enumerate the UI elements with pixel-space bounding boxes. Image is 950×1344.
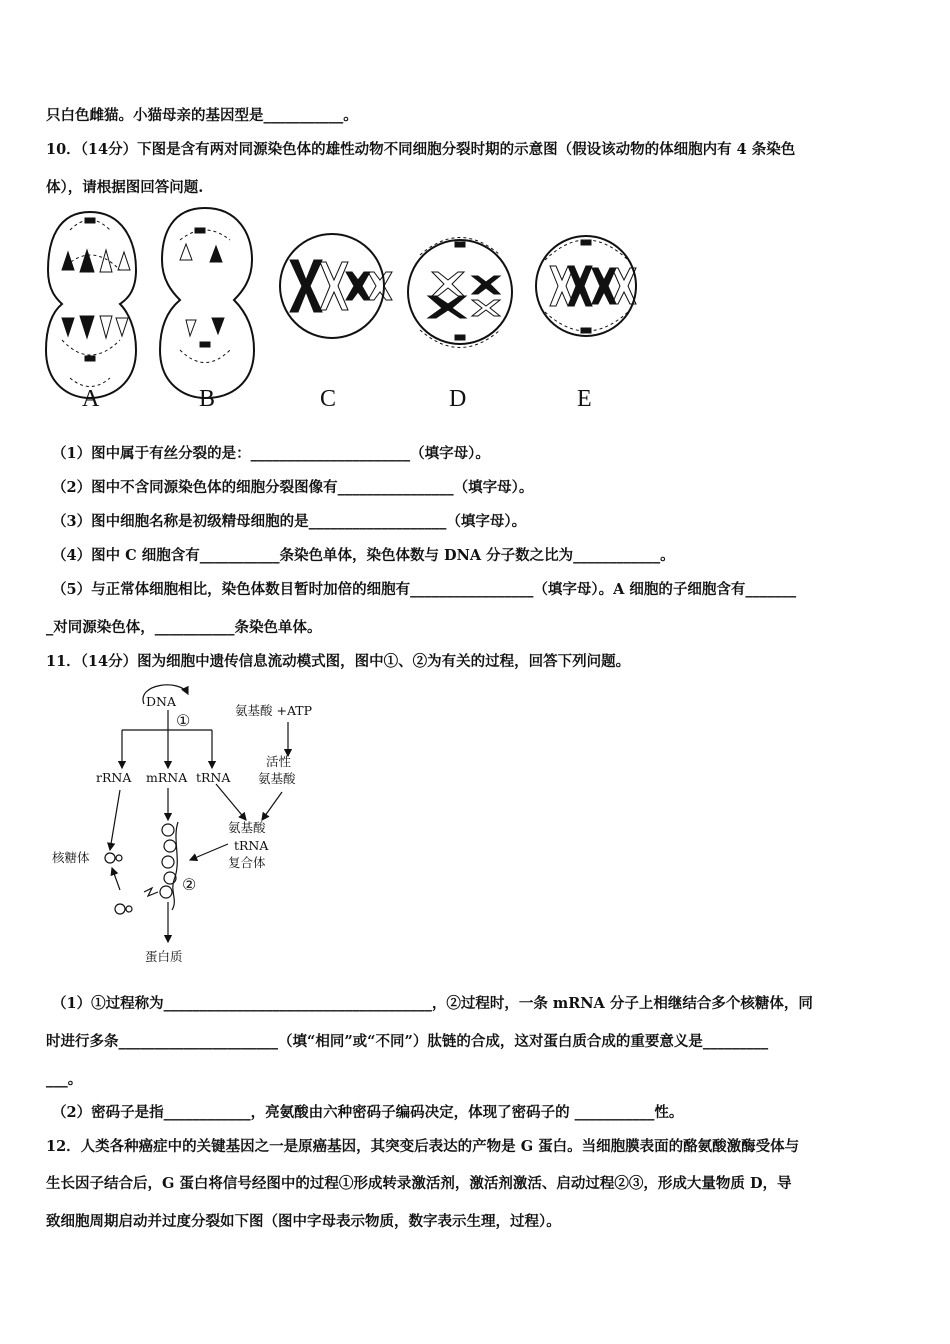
- question-10-5: （5）与正常体细胞相比，染色体数目暂时加倍的细胞有_________________（填字母）。A 细胞的子细胞含有_______: [52, 581, 797, 598]
- diagram-step-2: ②: [182, 875, 197, 894]
- cell-c-outline: [280, 234, 384, 338]
- diagram-rrna: rRNA: [96, 770, 132, 785]
- cell-b-outline: [160, 208, 254, 398]
- diagram-active-2: 氨基酸: [258, 771, 296, 786]
- question-11-2: （2）密码子是指____________，亮氨酸由六种密码子编码决定，体现了密码子的 ___________性。: [52, 1104, 684, 1121]
- diagram-amino-atp: 氨基酸 +ATP: [235, 703, 313, 718]
- text-line: 只白色雌猫。小猫母亲的基因型是___________。: [46, 107, 358, 124]
- diagram-mrna: mRNA: [146, 770, 188, 785]
- question-10-3: （3）图中细胞名称是初级精母细胞的是___________________（填字母）。: [52, 513, 527, 530]
- question-10-1: （1）图中属于有丝分裂的是：______________________（填字母）。: [52, 445, 490, 462]
- diagram-protein: 蛋白质: [145, 949, 183, 964]
- question-11-1: （1）①过程称为_____________________________________，②过程时，一条 mRNA 分子上相继结合多个核糖体，同: [52, 995, 813, 1012]
- diagram-complex-2: tRNA: [234, 838, 269, 853]
- diagram-step-1: ①: [176, 711, 191, 730]
- diagram-trna: tRNA: [196, 770, 231, 785]
- question-10-2: （2）图中不含同源染色体的细胞分裂图像有________________（填字母）。: [52, 479, 534, 496]
- question-10-stem: 10．（14分）下图是含有两对同源染色体的雄性动物不同细胞分裂时期的示意图（假设该动物的体细胞内有 4 条染色: [46, 141, 796, 158]
- diagram-ribosome: 核糖体: [52, 850, 90, 865]
- question-12-stem-cont2: 致细胞周期启动并过度分裂如下图（图中字母表示物质，数字表示生理，过程）。: [46, 1213, 561, 1230]
- question-10-stem-cont: 体），请根据图回答问题.: [46, 179, 204, 196]
- cell-a-outline: [46, 212, 136, 398]
- figure-label-b: B: [199, 386, 216, 412]
- question-12-stem-cont: 生长因子结合后，G 蛋白将信号经图中的过程①形成转录激活剂，激活剂激活、启动过程②③，形成大量物质 D，导: [46, 1175, 792, 1192]
- question-12-stem: 12．人类各种癌症中的关键基因之一是原癌基因，其突变后表达的产物是 G 蛋白。当细胞膜表面的酪氨酸激酶受体与: [46, 1138, 800, 1155]
- diagram-complex-3: 复合体: [228, 855, 266, 870]
- diagram-dna: DNA: [146, 694, 176, 709]
- figure-label-c: C: [320, 386, 337, 412]
- diagram-active-1: 活性: [266, 754, 292, 769]
- figure-label-a: A: [82, 386, 100, 412]
- question-11-1-cont2: ___。: [46, 1071, 83, 1088]
- question-10-5-cont: _对同源染色体，___________条染色单体。: [46, 619, 322, 636]
- figure-label-e: E: [577, 386, 592, 412]
- cell-e-outline: [536, 236, 636, 336]
- question-11-1-cont: 时进行多条______________________（填“相同”或“不同”）肽链的合成，这对蛋白质合成的重要意义是_________: [46, 1033, 769, 1050]
- diagram-complex-1: 氨基酸: [228, 820, 266, 835]
- question-10-4: （4）图中 C 细胞含有___________条染色单体，染色体数与 DNA 分子数之比为____________。: [52, 547, 675, 564]
- cell-division-figure: [40, 200, 650, 420]
- question-11-stem: 11．（14分）图为细胞中遗传信息流动模式图，图中①、②为有关的过程，回答下列问题。: [46, 653, 631, 670]
- figure-label-d: D: [449, 386, 467, 412]
